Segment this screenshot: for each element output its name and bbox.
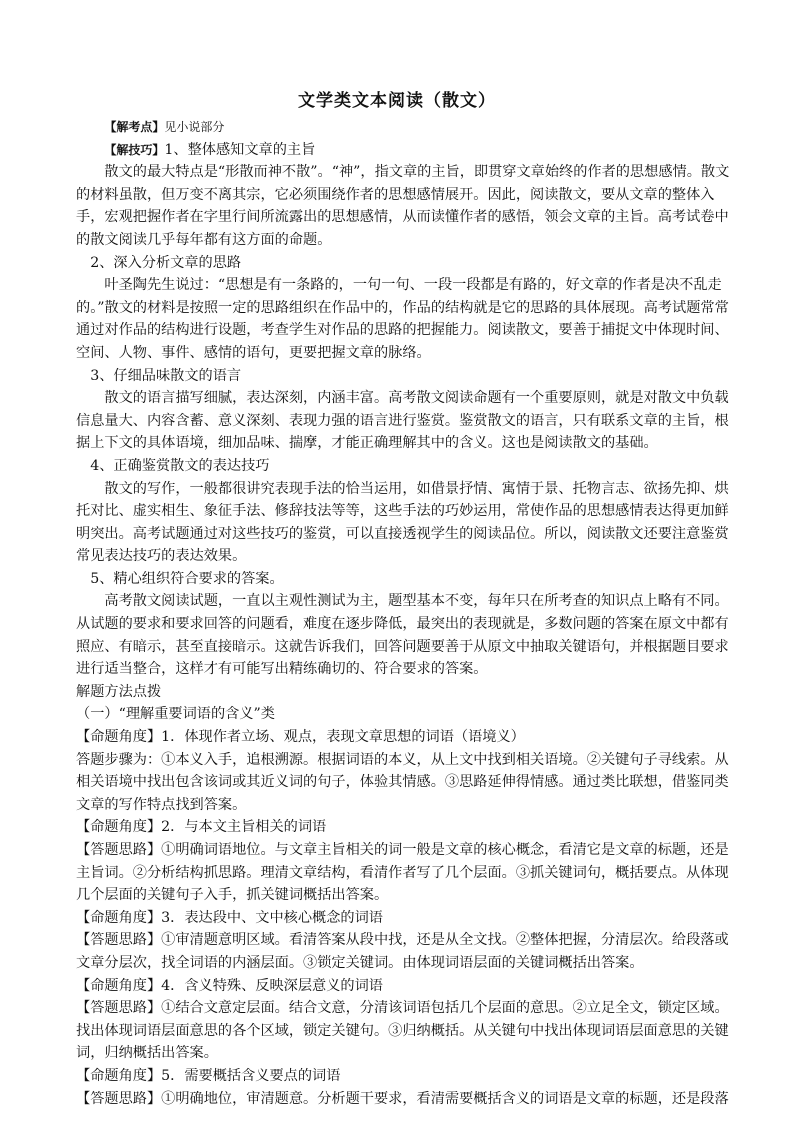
tip2-body: 叶圣陶先生说过：“思想是有一条路的，一句一句、一段一段都是有路的，好文章的作者是决不乱走的。”散文的材料是按照一定的思路组织在作品中的，作品的结构就是它的思路的具体展现。高考试题常常通过对作品的结构进行设题，考查学生对作品的思路的把握能力。阅读散文，要善于捕捉文中体现时间、空间、人物、事件、感情的语句，更要把握文章的脉络。 bbox=[76, 277, 729, 361]
kaodian-text: 见小说部分 bbox=[164, 120, 225, 134]
tip4-heading: 4、正确鉴赏散文的表达技巧 bbox=[90, 457, 270, 474]
item-text: 4．含义特殊、反映深层意义的词语 bbox=[161, 977, 383, 994]
item-label: 答题步骤为： bbox=[76, 751, 162, 768]
item-text: 1．体现作者立场、观点，表现文章思想的词语（语境义） bbox=[161, 729, 525, 746]
item-text: 2．与本文主旨相关的词语 bbox=[161, 819, 327, 836]
item-label: 【命题角度】 bbox=[76, 1067, 162, 1084]
item-text: ①结合文意定层面。结合文意，分清该词语包括几个层面的意思。②立足全文，锁定区域。找出体现词语层面意思的各个区域，锁定关键句。③归纳概括。从关键句中找出体现词语层面意思的关键词，归纳概括出答案。 bbox=[76, 1000, 729, 1062]
item-text: ①本义入手，追根溯源。根据词语的本义，从上文中找到相关语境。②关键句子寻线索。从相关语境中找出包含该词或其近义词的句子，体验其情感。③思路延伸得情感。通过类比联想，借鉴同类文章的写作特点找到答案。 bbox=[76, 751, 729, 813]
tip2-heading: 2、深入分析文章的思路 bbox=[90, 254, 242, 271]
document-body bbox=[76, 116, 740, 1110]
method-item bbox=[76, 816, 740, 839]
item-label: 【命题角度】 bbox=[76, 819, 162, 836]
item-label: 【命题角度】 bbox=[76, 729, 162, 746]
tip1-heading: 1、整体感知文章的主旨 bbox=[164, 141, 316, 158]
page-title: 文学类文本阅读（散文） bbox=[298, 91, 496, 111]
method-item bbox=[76, 975, 740, 998]
item-label: 【命题角度】 bbox=[76, 977, 162, 994]
kaodian-label: 【解考点】 bbox=[104, 120, 165, 134]
tip4-body: 散文的写作，一般都很讲究表现手法的恰当运用，如借景抒情、寓情于景、托物言志、欲扬先抑、烘托对比、虚实相生、象征手法、修辞技法等等，这些手法的巧妙运用，常使作品的思想感情表达得更加鲜明突出。高考试题通过对这些技巧的鉴赏，可以直接透视学生的阅读品位。所以，阅读散文还要注意鉴赏常见表达技巧的表达效果。 bbox=[76, 480, 729, 565]
item-label: 【答题思路】 bbox=[76, 932, 162, 949]
tip3-body: 散文的语言描写细腻，表达深刻，内涵丰富。高考散文阅读命题有一个重要原则，就是对散文中负载信息量大、内容含蓄、意义深刻、表现力强的语言进行鉴赏。鉴赏散文的语言，只有联系文章的主旨，根据上下文的具体语境，细加品味、揣摩，才能正确理解其中的含义。这也是阅读散文的基础。 bbox=[76, 390, 729, 452]
method-item bbox=[76, 749, 740, 817]
jiqiao-line bbox=[76, 139, 740, 162]
item-text: ①审清题意明区域。看清答案从段中找，还是从全文找。②整体把握，分清层次。给段落或文章分层次，找全词语的内涵层面。③锁定关键词。由体现词语层面的关键词概括出答案。 bbox=[76, 932, 729, 971]
method-item bbox=[76, 929, 740, 974]
item-text: ①明确词语地位。与文章主旨相关的词一般是文章的核心概念，看清它是文章的标题，还是主旨词。②分析结构抓思路。理清文章结构，看清作者写了几个层面。③抓关键词句，概括要点。从体现几个层面的关键句子入手，抓关键词概括出答案。 bbox=[76, 842, 729, 904]
item-label: 【答题思路】 bbox=[76, 842, 162, 858]
method-item bbox=[76, 839, 740, 907]
item-text: ①明确地位，审清题意。分析题干要求，看清需要概括含义的词语是文章的标题，还是段落 bbox=[161, 1090, 729, 1107]
item-label: 【答题思路】 bbox=[76, 1090, 162, 1107]
method-item bbox=[76, 907, 740, 930]
item-text: 5．需要概括含义要点的词语 bbox=[161, 1067, 341, 1084]
jiqiao-label: 【解技巧】 bbox=[104, 142, 165, 157]
tip5-heading: 5、精心组织符合要求的答案。 bbox=[90, 570, 284, 587]
method-heading: 解题方法点拨 bbox=[76, 683, 162, 700]
item-label: 【命题角度】 bbox=[76, 909, 162, 926]
method-section-1: （一）“理解重要词语的含义”类 bbox=[76, 706, 275, 723]
tip1-body: 散文的最大特点是“形散而神不散”。“神”，指文章的主旨，即贯穿文章始终的作者的思想感情。散文的材料虽散，但万变不离其宗，它必须围绕作者的思想感情展开。因此，阅读散文，要从文章的整体入手，宏观把握作者在字里行间所流露出的思想感情，从而读懂作者的感悟，领会文章的主旨。高考试卷中的散文阅读几乎每年都有这方面的命题。 bbox=[76, 164, 730, 248]
method-item bbox=[76, 726, 740, 749]
method-item bbox=[76, 1088, 740, 1111]
tip3-heading: 3、仔细品味散文的语言 bbox=[90, 367, 242, 384]
kaodian-line bbox=[76, 116, 740, 139]
item-label: 【答题思路】 bbox=[76, 1000, 162, 1017]
tip5-body: 高考散文阅读试题，一直以主观性测试为主，题型基本不变，每年只在所考查的知识点上略有不同。从试题的要求和要求回答的问题看，难度在逐步降低，最突出的表现就是，多数问题的答案在原文中都有照应、有暗示，甚至直接暗示。这就告诉我们，回答问题要善于从原文中抽取关键语句，并根据题目要求进行适当整合，这样才有可能写出精练确切的、符合要求的答案。 bbox=[76, 593, 729, 678]
method-item bbox=[76, 1065, 740, 1088]
item-text: 3．表达段中、文中核心概念的词语 bbox=[161, 909, 383, 926]
method-item bbox=[76, 997, 740, 1065]
